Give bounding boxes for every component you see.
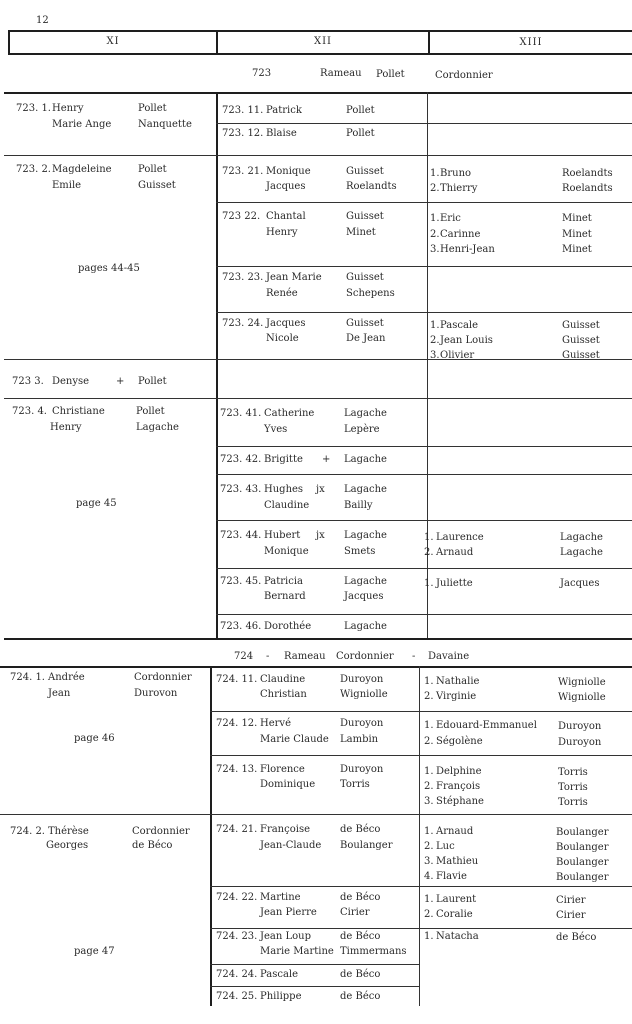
- spouse-surname: Roelandts: [346, 181, 397, 192]
- child-first-name: Pascale: [440, 320, 479, 331]
- entry-first-name: Patricia: [264, 576, 303, 587]
- entry-surname: de Béco: [340, 824, 381, 835]
- rule: [216, 568, 632, 569]
- child-surname: Lagache: [560, 547, 603, 558]
- child-number: 1.: [424, 676, 434, 687]
- child-surname: Guisset: [562, 350, 600, 361]
- child-number: 3.: [424, 856, 434, 867]
- entry-surname: Lagache: [344, 484, 387, 495]
- branch-723-name1: Pollet: [376, 69, 405, 80]
- spouse-first-name: Bernard: [264, 591, 306, 602]
- entry-first-name: Hughes: [264, 484, 304, 495]
- spouse-surname: Lagache: [136, 422, 179, 433]
- entry-id: 723. 2.: [16, 164, 51, 175]
- spouse-first-name: Jean-Claude: [260, 840, 322, 851]
- child-first-name: Edouard-Emmanuel: [436, 720, 537, 731]
- entry-first-name: Brigitte: [264, 454, 303, 465]
- entry-id: 724. 22.: [216, 892, 258, 903]
- child-first-name: Luc: [436, 841, 455, 852]
- entry-first-name: Jean Marie: [266, 272, 322, 283]
- section-723-divider-1: [216, 92, 218, 638]
- entry-id: 724. 24.: [216, 969, 258, 980]
- child-number: 1.: [430, 168, 440, 179]
- rule: [210, 886, 632, 887]
- page-reference: page 46: [74, 733, 115, 744]
- child-first-name: Ségolène: [436, 736, 483, 747]
- child-surname: Roelandts: [562, 183, 613, 194]
- entry-first-name: Françoise: [260, 824, 310, 835]
- child-first-name: Flavie: [436, 871, 467, 882]
- entry-surname: Cordonnier: [134, 672, 192, 683]
- rule: [210, 711, 632, 712]
- entry-first-name: Pascale: [260, 969, 299, 980]
- child-first-name: Henri-Jean: [440, 244, 495, 255]
- child-number: 3.: [430, 244, 440, 255]
- spouse-first-name: Emile: [52, 180, 82, 191]
- entry-surname: Lagache: [344, 576, 387, 587]
- spouse-first-name: Jean Pierre: [260, 907, 317, 918]
- column-header-xii: XII: [313, 36, 333, 47]
- column-header-xi: XI: [106, 36, 120, 47]
- spouse-first-name: Jacques: [266, 181, 306, 192]
- entry-surname: Lagache: [344, 454, 387, 465]
- child-number: 1.: [430, 213, 440, 224]
- entry-surname: Pollet: [138, 103, 167, 114]
- child-surname: Boulanger: [556, 872, 609, 883]
- entry-id: 724. 13.: [216, 764, 258, 775]
- entry-surname: Guisset: [346, 166, 384, 177]
- entry-id: 724. 21.: [216, 824, 258, 835]
- child-number: 1.: [424, 826, 434, 837]
- spouse-surname: Torris: [340, 779, 370, 790]
- branch-724-number: 724: [234, 651, 254, 662]
- child-first-name: Virginie: [436, 691, 477, 702]
- entry-id: 724. 2.: [10, 826, 45, 837]
- entry-surname: Duroyon: [340, 718, 384, 729]
- child-number: 2.: [424, 909, 434, 920]
- rule: [0, 814, 632, 815]
- child-surname: Boulanger: [556, 842, 609, 853]
- entry-surname: Pollet: [346, 128, 375, 139]
- child-first-name: Thierry: [440, 183, 478, 194]
- spouse-first-name: Henry: [50, 422, 82, 433]
- spouse-surname: Timmermans: [340, 946, 407, 957]
- child-surname: Guisset: [562, 320, 600, 331]
- header-bottom-rule: [8, 53, 632, 55]
- branch-724-dash: -: [412, 651, 416, 662]
- entry-mark: jx: [316, 484, 325, 495]
- rule: [216, 266, 632, 267]
- child-number: 2.: [424, 736, 434, 747]
- rule: [216, 155, 632, 156]
- header-top-rule: [8, 30, 632, 32]
- entry-id: 723. 46.: [220, 621, 262, 632]
- branch-724-name2: Davaine: [428, 651, 470, 662]
- entry-id: 723 22.: [222, 211, 261, 222]
- child-surname: Cirier: [556, 895, 586, 906]
- entry-surname: Guisset: [346, 211, 384, 222]
- entry-first-name: Philippe: [260, 991, 302, 1002]
- child-number: 2.: [430, 229, 440, 240]
- spouse-first-name: Nicole: [266, 333, 299, 344]
- child-first-name: Arnaud: [436, 547, 474, 558]
- entry-surname: de Béco: [340, 931, 381, 942]
- child-number: 1.: [424, 578, 434, 589]
- spouse-first-name: Yves: [264, 424, 288, 435]
- child-number: 4.: [424, 871, 434, 882]
- spouse-first-name: Monique: [264, 546, 309, 557]
- child-surname: Duroyon: [558, 721, 602, 732]
- branch-723-name2: Cordonnier: [435, 70, 493, 81]
- child-first-name: Laurent: [436, 894, 477, 905]
- rule: [216, 202, 632, 203]
- child-first-name: Natacha: [436, 931, 479, 942]
- section-724-top-rule: [0, 666, 632, 668]
- child-surname: Guisset: [562, 335, 600, 346]
- child-surname: Roelandts: [562, 168, 613, 179]
- child-surname: Boulanger: [556, 827, 609, 838]
- entry-surname: Guisset: [346, 272, 384, 283]
- section-724-divider-1: [210, 666, 212, 1006]
- entry-first-name: Denyse: [52, 376, 90, 387]
- child-number: 3.: [430, 350, 440, 361]
- entry-first-name: Blaise: [266, 128, 297, 139]
- entry-mark: jx: [316, 530, 325, 541]
- child-surname: Minet: [562, 229, 592, 240]
- spouse-surname: Boulanger: [340, 840, 393, 851]
- rule: [216, 520, 632, 521]
- entry-surname: Pollet: [138, 164, 167, 175]
- child-first-name: Laurence: [436, 532, 484, 543]
- rule: [210, 964, 420, 965]
- entry-first-name: Martine: [260, 892, 301, 903]
- rule: [216, 474, 632, 475]
- child-surname: Duroyon: [558, 737, 602, 748]
- child-first-name: Mathieu: [436, 856, 479, 867]
- entry-first-name: Magdeleine: [52, 164, 112, 175]
- spouse-surname: Lambin: [340, 734, 379, 745]
- child-number: 1.: [424, 766, 434, 777]
- child-first-name: Stéphane: [436, 796, 484, 807]
- child-number: 2.: [424, 547, 434, 558]
- child-surname: Torris: [558, 767, 588, 778]
- child-number: 2.: [424, 781, 434, 792]
- entry-surname: Guisset: [346, 318, 384, 329]
- spouse-first-name: Renée: [266, 288, 298, 299]
- child-first-name: François: [436, 781, 481, 792]
- spouse-surname: De Jean: [346, 333, 386, 344]
- entry-surname: Pollet: [138, 376, 167, 387]
- rule: [210, 755, 632, 756]
- spouse-surname: Smets: [344, 546, 376, 557]
- spouse-surname: Wigniolle: [340, 689, 388, 700]
- child-surname: Cirier: [556, 910, 586, 921]
- rule: [4, 155, 216, 156]
- spouse-surname: Lepère: [344, 424, 380, 435]
- entry-id: 723. 1.: [16, 103, 51, 114]
- branch-724-dash: -: [266, 651, 270, 662]
- rule: [216, 614, 632, 615]
- spouse-first-name: Dominique: [260, 779, 316, 790]
- spouse-first-name: Claudine: [264, 500, 310, 511]
- spouse-first-name: Georges: [46, 840, 89, 851]
- entry-surname: de Béco: [340, 969, 381, 980]
- child-first-name: Eric: [440, 213, 461, 224]
- deceased-mark: +: [116, 376, 125, 387]
- entry-id: 724. 23.: [216, 931, 258, 942]
- entry-id: 724. 11.: [216, 674, 258, 685]
- branch-724-name1: Cordonnier: [336, 651, 394, 662]
- entry-surname: Pollet: [346, 105, 375, 116]
- child-first-name: Olivier: [440, 350, 475, 361]
- branch-724-title: Rameau: [284, 651, 326, 662]
- spouse-first-name: Christian: [260, 689, 307, 700]
- entry-id: 723. 4.: [12, 406, 47, 417]
- branch-723-number: 723: [252, 68, 272, 79]
- child-number: 1.: [424, 894, 434, 905]
- child-number: 1.: [430, 320, 440, 331]
- spouse-surname: Bailly: [344, 500, 373, 511]
- entry-first-name: Claudine: [260, 674, 306, 685]
- entry-first-name: Monique: [266, 166, 311, 177]
- child-first-name: Jean Louis: [440, 335, 493, 346]
- child-first-name: Coralie: [436, 909, 473, 920]
- spouse-surname: Schepens: [346, 288, 395, 299]
- entry-id: 723. 11.: [222, 105, 264, 116]
- child-surname: Wigniolle: [558, 692, 606, 703]
- entry-id: 724. 1.: [10, 672, 45, 683]
- entry-id: 724. 25.: [216, 991, 258, 1002]
- section-723-bottom-rule: [4, 638, 632, 640]
- entry-surname: Lagache: [344, 621, 387, 632]
- rule: [216, 123, 632, 124]
- spouse-first-name: Henry: [266, 227, 298, 238]
- rule: [216, 312, 632, 313]
- column-header-xiii: XIII: [519, 37, 543, 48]
- entry-id: 723. 45.: [220, 576, 262, 587]
- entry-id: 723. 21.: [222, 166, 264, 177]
- entry-surname: Cordonnier: [132, 826, 190, 837]
- entry-first-name: Jean Loup: [260, 931, 312, 942]
- entry-id: 724. 12.: [216, 718, 258, 729]
- page-reference: page 45: [76, 498, 117, 509]
- entry-first-name: Henry: [52, 103, 84, 114]
- child-number: 2.: [430, 183, 440, 194]
- entry-first-name: Dorothée: [264, 621, 312, 632]
- spouse-first-name: Jean: [48, 688, 71, 699]
- child-number: 1.: [424, 720, 434, 731]
- spouse-first-name: Marie Martine: [260, 946, 334, 957]
- child-first-name: Juliette: [436, 578, 473, 589]
- entry-first-name: Jacques: [266, 318, 306, 329]
- entry-first-name: Christiane: [52, 406, 105, 417]
- child-surname: Torris: [558, 782, 588, 793]
- rule: [216, 446, 632, 447]
- entry-id: 723. 12.: [222, 128, 264, 139]
- child-first-name: Bruno: [440, 168, 472, 179]
- child-surname: Minet: [562, 244, 592, 255]
- entry-id: 723 3.: [12, 376, 44, 387]
- section-723-top-rule: [4, 92, 632, 94]
- entry-first-name: Florence: [260, 764, 305, 775]
- section-724-divider-2: [419, 666, 420, 1006]
- rule: [210, 986, 420, 987]
- spouse-first-name: Marie Ange: [52, 119, 112, 130]
- spouse-surname: Nanquette: [138, 119, 192, 130]
- child-first-name: Arnaud: [436, 826, 474, 837]
- entry-first-name: Patrick: [266, 105, 302, 116]
- entry-surname: Pollet: [136, 406, 165, 417]
- page-number: 12: [36, 15, 49, 26]
- spouse-first-name: Marie Claude: [260, 734, 329, 745]
- spouse-surname: Cirier: [340, 907, 370, 918]
- child-first-name: Delphine: [436, 766, 482, 777]
- entry-first-name: Catherine: [264, 408, 315, 419]
- child-number: 2.: [430, 335, 440, 346]
- entry-surname: Lagache: [344, 408, 387, 419]
- child-number: 1.: [424, 931, 434, 942]
- child-surname: Boulanger: [556, 857, 609, 868]
- entry-first-name: Andrée: [48, 672, 85, 683]
- entry-first-name: Hervé: [260, 718, 291, 729]
- spouse-surname: Jacques: [344, 591, 384, 602]
- page-reference: page 47: [74, 946, 115, 957]
- child-surname: Wigniolle: [558, 677, 606, 688]
- child-first-name: Carinne: [440, 229, 481, 240]
- entry-surname: de Béco: [340, 892, 381, 903]
- child-surname: Lagache: [560, 532, 603, 543]
- entry-surname: Lagache: [344, 530, 387, 541]
- entry-surname: Duroyon: [340, 764, 384, 775]
- child-surname: Jacques: [560, 578, 600, 589]
- entry-id: 723. 23.: [222, 272, 264, 283]
- entry-id: 723. 44.: [220, 530, 262, 541]
- entry-surname: Duroyon: [340, 674, 384, 685]
- deceased-mark: +: [322, 454, 331, 465]
- branch-723-title: Rameau: [320, 68, 362, 79]
- entry-id: 723. 42.: [220, 454, 262, 465]
- entry-id: 723. 43.: [220, 484, 262, 495]
- entry-surname: de Béco: [340, 991, 381, 1002]
- rule: [210, 928, 632, 929]
- entry-id: 723. 24.: [222, 318, 264, 329]
- child-first-name: Nathalie: [436, 676, 480, 687]
- rule: [4, 359, 632, 360]
- page-reference: pages 44-45: [78, 263, 140, 274]
- child-surname: Torris: [558, 797, 588, 808]
- child-number: 2.: [424, 691, 434, 702]
- child-surname: Minet: [562, 213, 592, 224]
- child-surname: de Béco: [556, 932, 597, 943]
- spouse-surname: de Béco: [132, 840, 173, 851]
- entry-first-name: Thérèse: [48, 826, 89, 837]
- child-number: 2.: [424, 841, 434, 852]
- child-number: 3.: [424, 796, 434, 807]
- entry-id: 723. 41.: [220, 408, 262, 419]
- spouse-surname: Durovon: [134, 688, 178, 699]
- spouse-surname: Minet: [346, 227, 376, 238]
- spouse-surname: Guisset: [138, 180, 176, 191]
- rule: [4, 398, 632, 399]
- entry-first-name: Chantal: [266, 211, 306, 222]
- child-number: 1.: [424, 532, 434, 543]
- entry-first-name: Hubert: [264, 530, 301, 541]
